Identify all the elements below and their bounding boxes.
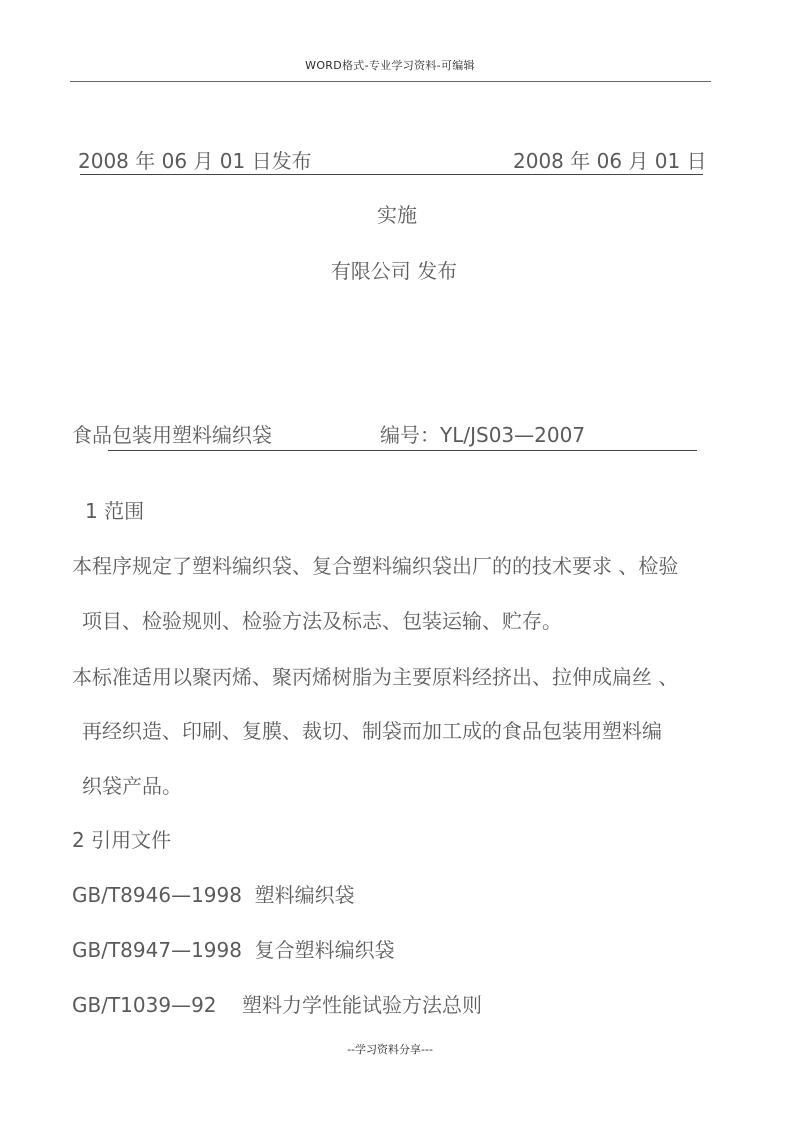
paragraph-2-line-1: 本标准适用以聚丙烯、聚丙烯树脂为主要原料经挤出、拉伸成扁丝 、 [72,665,679,689]
document-number: 编号：YL/JS03—2007 [380,423,586,447]
paragraph-2-line-3: 织袋产品。 [82,774,182,798]
publisher-line: 有限公司 发布 [330,259,458,283]
publish-date: 2008 年 06 月 01 日发布 [78,149,312,173]
paragraph-2-line-2: 再经织造、印刷、复膜、裁切、制袋而加工成的食品包装用塑料编 [82,719,662,743]
reference-2: GB/T8947—1998 复合塑料编织袋 [72,938,395,962]
paragraph-1-line-1: 本程序规定了塑料编织袋、复合塑料编织袋出厂的的技术要求 、检验 [72,554,679,578]
implement-date: 2008 年 06 月 01 日 [513,149,707,173]
paragraph-1-line-2: 项目、检验规则、检验方法及标志、包装运输、贮存。 [82,609,562,633]
document-title: 食品包装用塑料编织袋 [72,423,272,447]
header-divider [70,81,711,82]
implement-label: 实施 [377,203,417,227]
section-2-heading: 2 引用文件 [72,828,172,852]
section-1-heading: 1 范围 [85,499,145,523]
title-underline [108,450,697,451]
reference-3: GB/T1039—92 塑料力学性能试验方法总则 [72,993,482,1017]
reference-1: GB/T8946—1998 塑料编织袋 [72,883,355,907]
date-underline [80,174,703,175]
page-footer-text: --学习资料分享--- [347,1043,433,1056]
page-header-text: WORD格式-专业学习资料-可编辑 [305,59,475,72]
